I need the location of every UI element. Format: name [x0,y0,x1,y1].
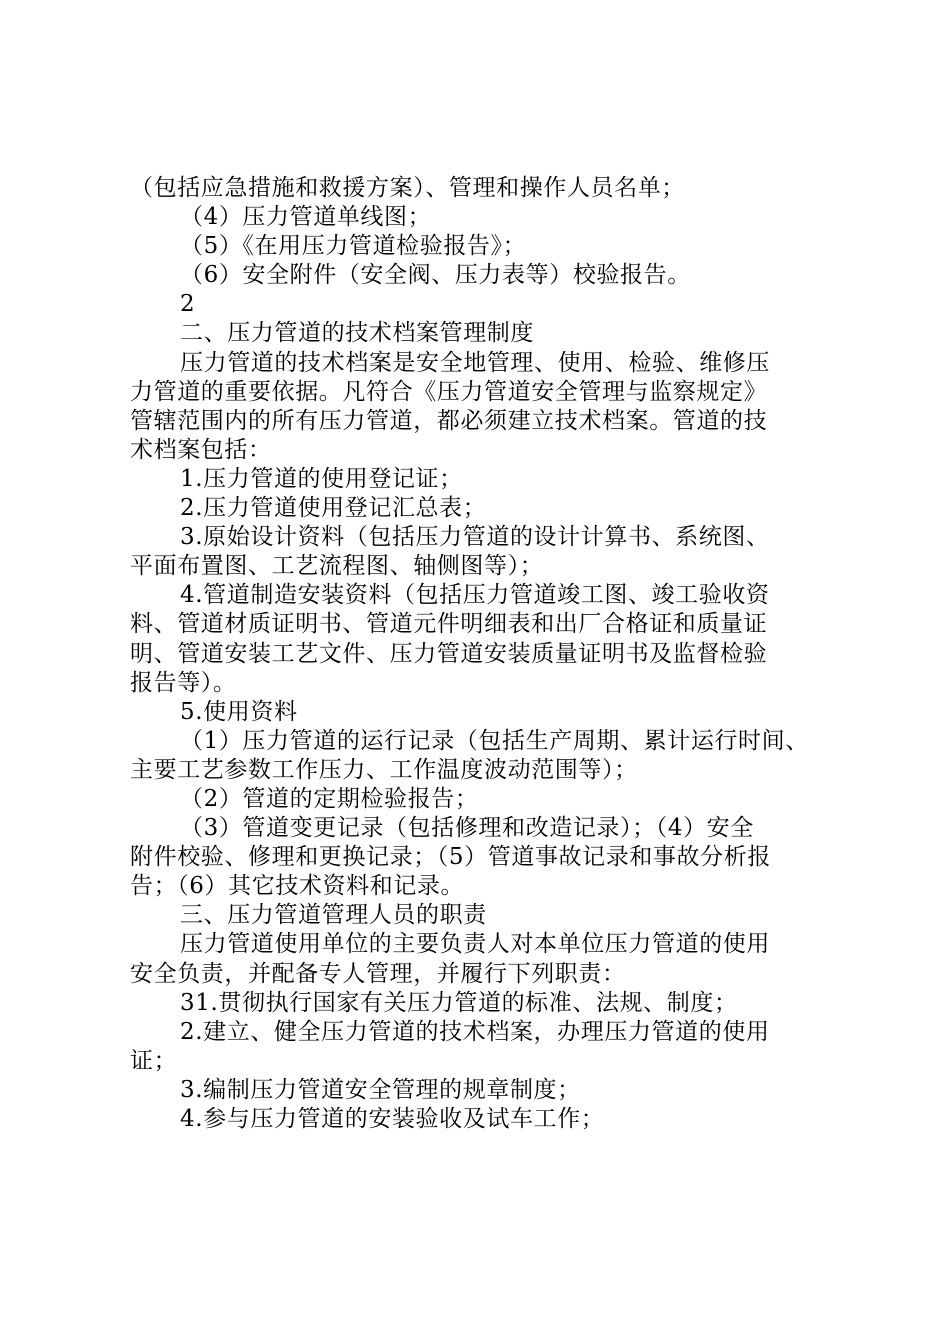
section-heading: 二、压力管道的技术档案管理制度 [180,320,534,347]
text-line: （6）安全附件（安全阀、压力表等）校验报告。 [180,262,691,289]
text-line: 主要工艺参数工作压力、工作温度波动范围等）； [130,756,638,783]
text-line: 力管道的重要依据。凡符合《压力管道安全管理与监察规定》 [130,378,768,405]
list-item: 31.贯彻执行国家有关压力管道的标准、法规、制度； [180,989,738,1016]
document-body [130,174,850,1134]
text-line: （4）压力管道单线图； [180,204,432,231]
list-item: 3.原始设计资料（包括压力管道的设计计算书、系统图、 [180,524,770,551]
text-line: 证； [130,1047,178,1074]
page-number: 2 [180,291,196,318]
text-line: 压力管道的技术档案是安全地管理、使用、检验、维修压 [180,349,770,376]
list-item: 4.管道制造安装资料（包括压力管道竣工图、竣工验收资 [180,582,770,609]
list-item: 2.建立、健全压力管道的技术档案，办理压力管道的使用 [180,1018,770,1045]
text-line: 安全负责，并配备专人管理，并履行下列职责： [130,960,626,987]
list-item: 3.编制压力管道安全管理的规章制度； [180,1076,581,1103]
list-item: （1）压力管道的运行记录（包括生产周期、累计运行时间、 [180,727,809,754]
list-item: 2.压力管道使用登记汇总表； [180,495,487,522]
text-line: 平面布置图、工艺流程图、轴侧图等）； [130,553,544,580]
list-item: 4.参与压力管道的安装验收及试车工作； [180,1106,605,1132]
text-line: 报告等）。 [130,669,237,696]
text-line: （包括应急措施和救援方案）、管理和操作人员名单； [130,175,685,201]
list-item: （3）管道变更记录（包括修理和改造记录）；（4）安全 [180,815,754,842]
list-item: （2）管道的定期检验报告； [180,785,479,812]
text-line: 明、管道安装工艺文件、压力管道安装质量证明书及监督检验 [130,640,768,667]
text-line: 附件校验、修理和更换记录；（5）管道事故记录和事故分析报 [130,844,771,871]
text-line: 术档案包括： [130,436,272,463]
text-line: 料、管道材质证明书、管道元件明细表和出厂合格证和质量证 [130,611,768,638]
text-line: 告；（6）其它技术资料和记录。 [130,873,465,900]
section-heading: 三、压力管道管理人员的职责 [180,902,487,929]
list-item: 5.使用资料 [180,698,298,725]
list-item: 1.压力管道的使用登记证； [180,465,463,492]
text-line: 管辖范围内的所有压力管道，都必须建立技术档案。管道的技 [130,407,768,434]
text-line: （5）《在用压力管道检验报告》； [180,233,527,260]
text-line: 压力管道使用单位的主要负责人对本单位压力管道的使用 [180,931,770,958]
